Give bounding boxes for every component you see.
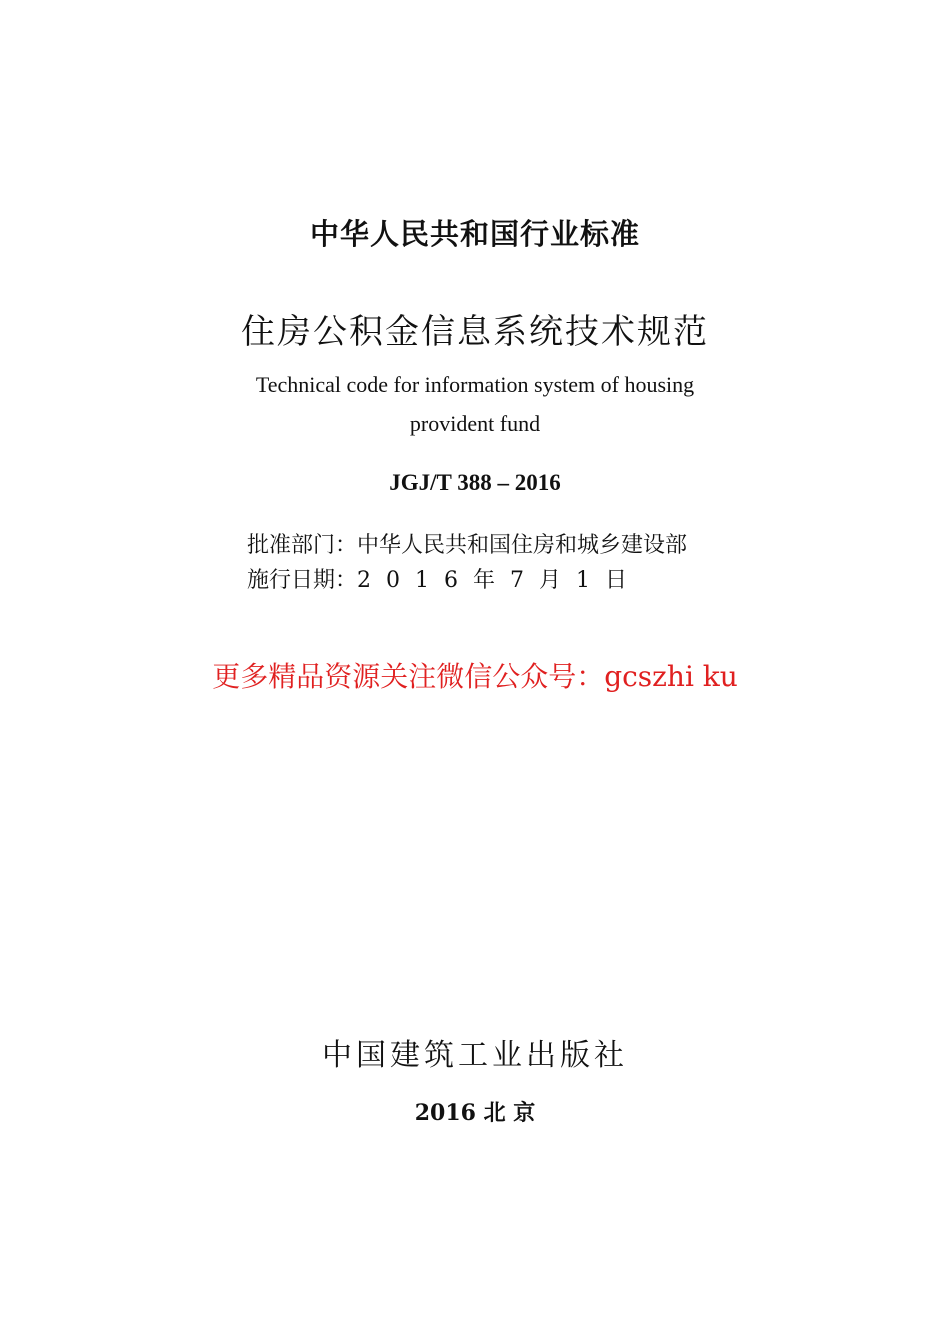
effective-value: 2016年7月1日 bbox=[357, 568, 642, 593]
imprint-year-city: 2016 北 京 bbox=[414, 1100, 536, 1126]
effective-label: 施行日期： bbox=[247, 568, 358, 593]
title-chinese: 住房公积金信息系统技术规范 bbox=[241, 312, 709, 352]
approval-label: 批准部门： bbox=[247, 533, 358, 558]
title-english-line-2: provident fund bbox=[409, 411, 541, 436]
publisher-name: 中国建筑工业出版社 bbox=[322, 1038, 628, 1073]
effective-date bbox=[247, 563, 642, 594]
standard-category: 中华人民共和国行业标准 bbox=[309, 217, 640, 251]
approval-value: 中华人民共和国住房和城乡建设部 bbox=[357, 533, 688, 558]
title-english-line-1: Technical code for information system of housing bbox=[255, 372, 695, 397]
standard-code: JGJ/T 388 – 2016 bbox=[389, 470, 561, 495]
promo-notice: 更多精品资源关注微信公众号：gcszhi ku bbox=[212, 660, 738, 693]
approval-department bbox=[247, 528, 687, 559]
